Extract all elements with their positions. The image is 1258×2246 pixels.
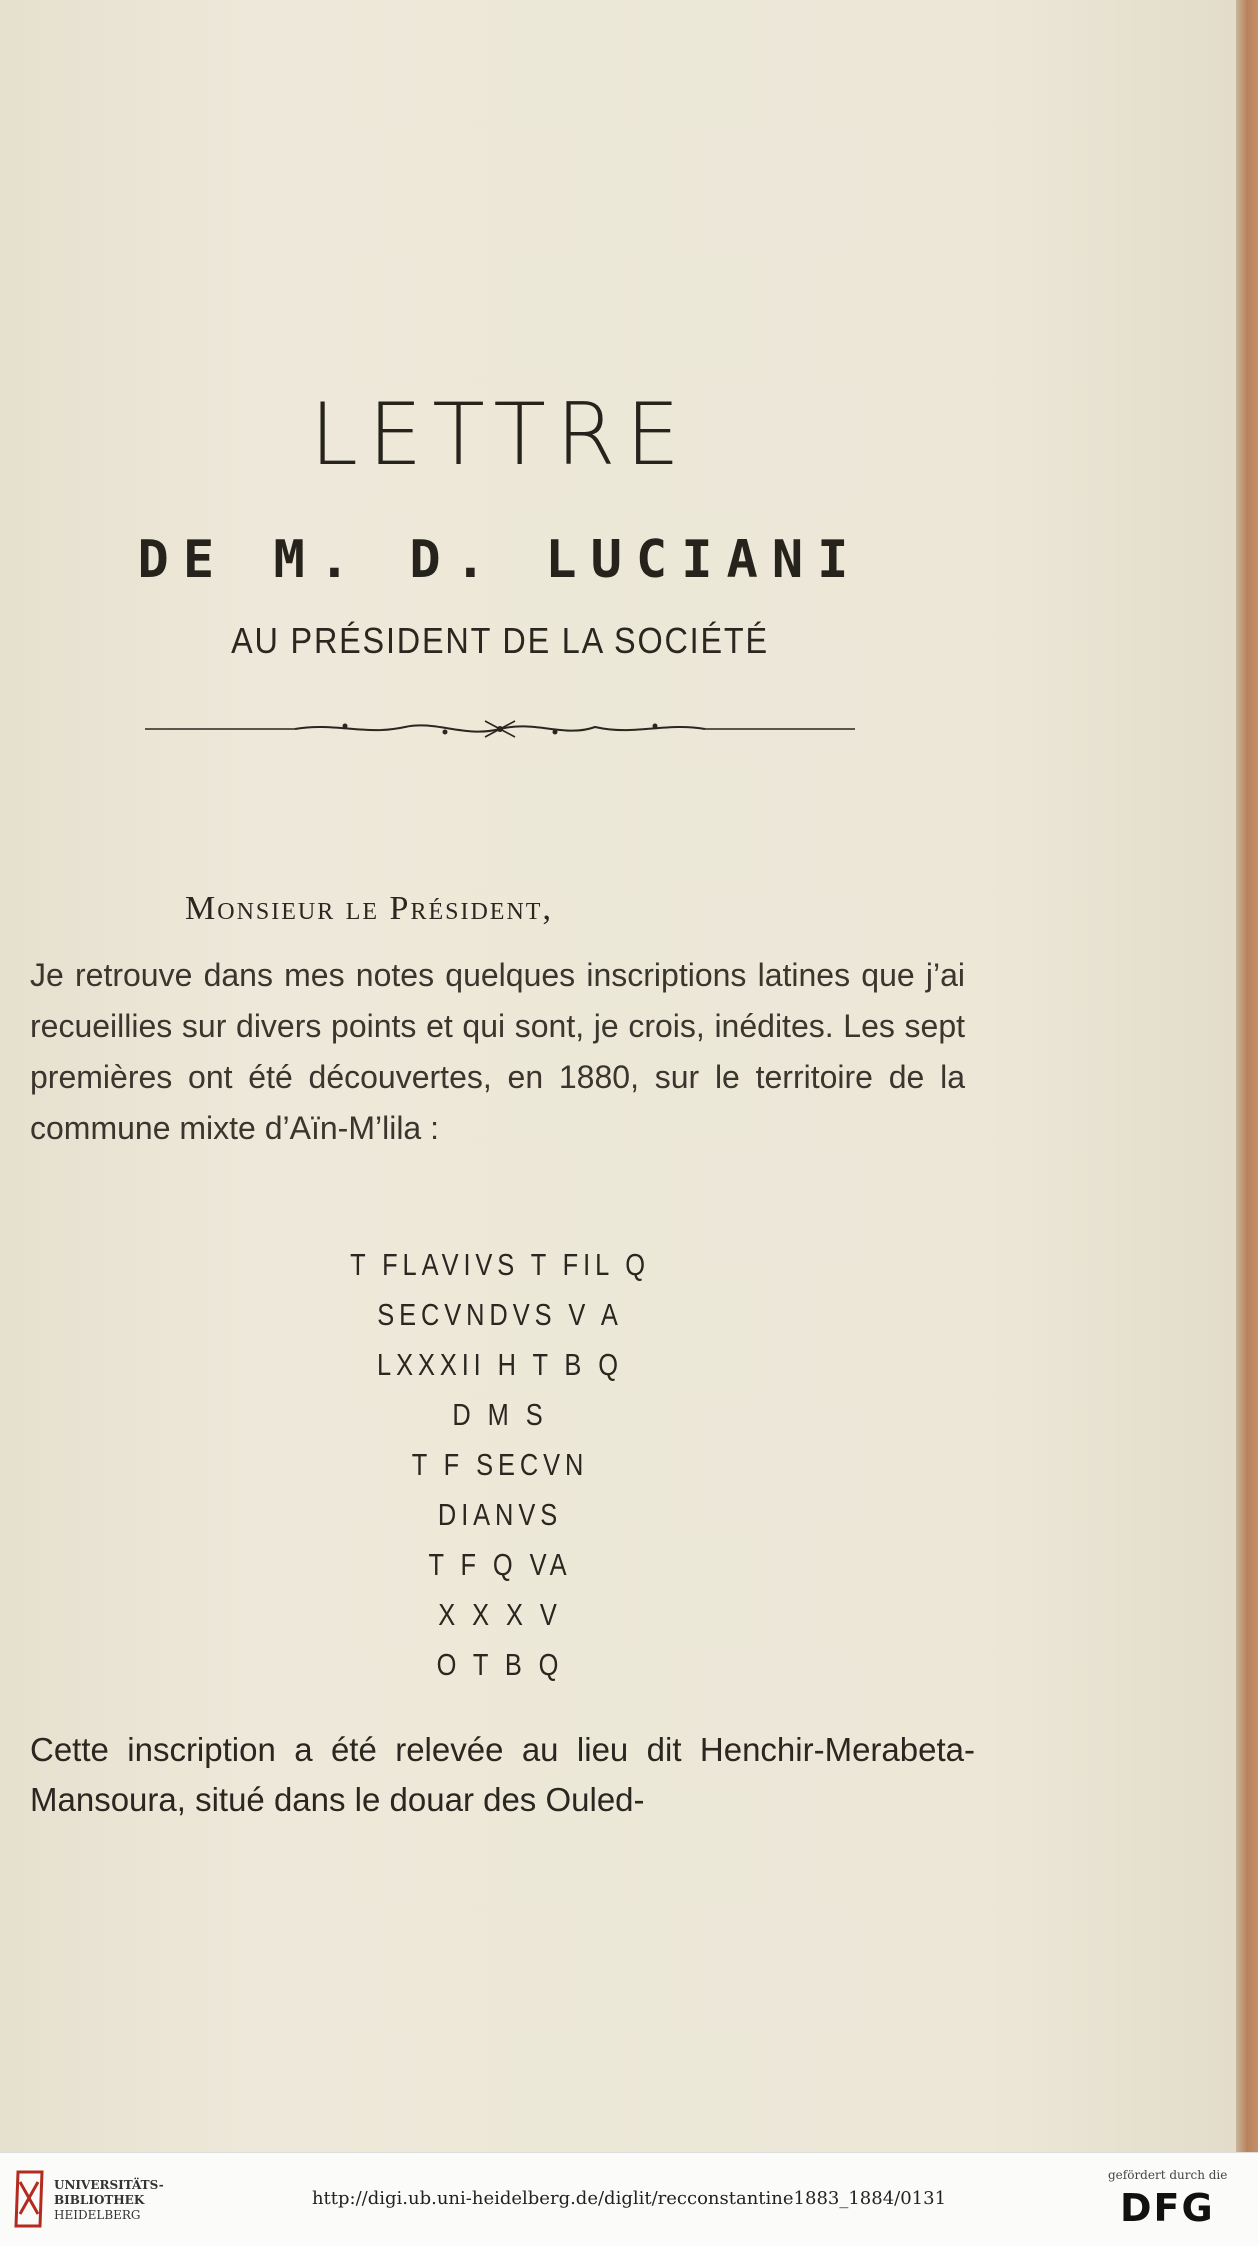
inscription-line: T F Q VA <box>428 1547 572 1582</box>
latin-inscription <box>200 1240 800 1690</box>
paragraph-2: Cette inscription a été relevée au lieu dit Henchir-Merabeta-Mansoura, situé dans le douar des Ouled- <box>30 1731 975 1818</box>
funding-caption: gefördert durch die <box>1108 2168 1228 2182</box>
ornament-divider <box>145 712 855 746</box>
inscription-line: D M S <box>452 1397 548 1432</box>
inscription-line: O T B Q <box>436 1647 564 1682</box>
library-name-line: BIBLIOTHEK <box>54 2193 145 2207</box>
page-edge <box>1236 0 1258 2152</box>
permalink-url[interactable]: http://digi.ub.uni-heidelberg.de/diglit/recconstantine1883_1884/0131 <box>311 2188 947 2209</box>
document-title: LETTRE <box>310 385 690 485</box>
inscription-line: X X X V <box>438 1597 562 1632</box>
inscription-line: DIANVS <box>437 1497 563 1532</box>
inscription-line: LXXXII H T B Q <box>377 1347 623 1382</box>
dfg-logo: DFG <box>1120 2186 1215 2230</box>
inscription-line: T FLAVIVS T FIL Q <box>350 1247 650 1282</box>
document-subtitle-secondary: AU PRÉSIDENT DE LA SOCIÉTÉ <box>231 620 769 661</box>
inscription-line: T F SECVN <box>411 1447 589 1482</box>
paragraph-1: Je retrouve dans mes notes quelques inscriptions latines que j’ai recueillies sur divers points et qui sont, je crois, inédites. Les sept premières ont été découvertes, en 1880, sur le territoire de la commune mixte d’Aïn-M’lila : <box>30 957 965 1146</box>
inscription-line: SECVNDVS V A <box>377 1297 623 1332</box>
library-name-line: UNIVERSITÄTS- <box>54 2178 164 2192</box>
document-subtitle: DE M. D. LUCIANI <box>137 530 863 590</box>
library-name-line: HEIDELBERG <box>54 2208 141 2222</box>
salutation: Monsieur le Président, <box>185 890 553 927</box>
